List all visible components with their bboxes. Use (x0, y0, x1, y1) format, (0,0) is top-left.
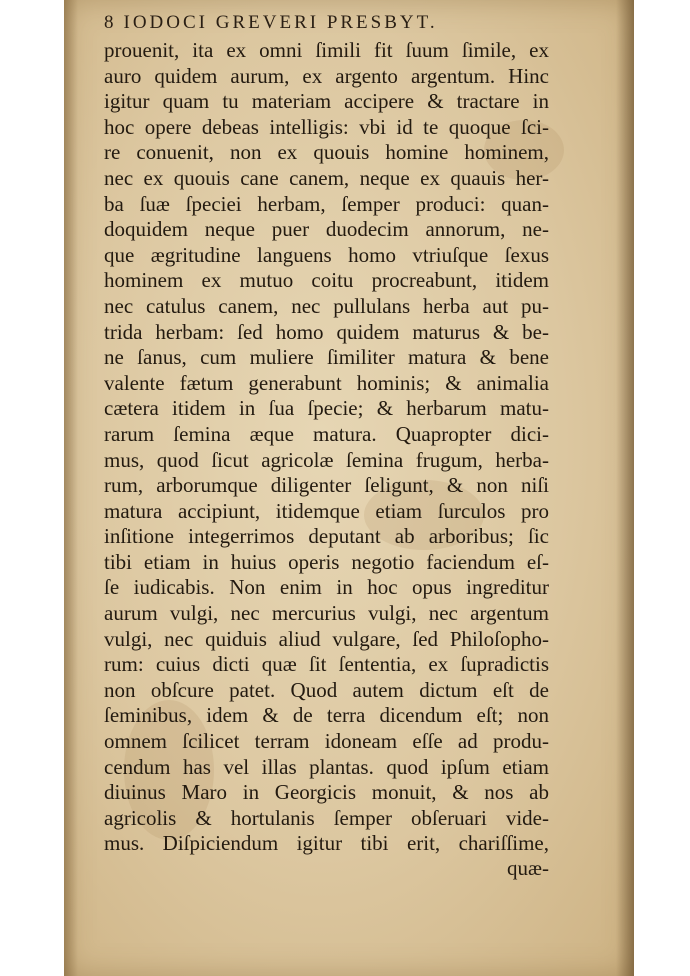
text-line: non obſcure patet. Quod autem dictum eſt de (104, 677, 549, 702)
text-line: ſeminibus, idem & de terra dicendum eſt; non (104, 703, 549, 728)
text-line: agricolis & hortulanis ſemper obſeruari vide- (104, 805, 549, 830)
text-line: re conuenit, non ex quouis homine hominem, (104, 140, 549, 165)
text-line: doquidem neque puer duodecim annorum, ne- (104, 217, 549, 242)
text-line: ſe iudicabis. Non enim in hoc opus ingreditur (104, 575, 549, 600)
text-line: mus. Diſpiciendum igitur tibi erit, chariſſime, (104, 831, 549, 856)
text-line: matura accipiunt, itidemque etiam ſurculos pro (104, 498, 549, 523)
text-line: vulgi, nec quiduis aliud vulgare, ſed Philoſopho- (104, 626, 549, 651)
running-title: IODOCI GREVERI PRESBYT. (123, 12, 438, 33)
text-line: tibi etiam in huius operis negotio faciendum eſ- (104, 549, 549, 574)
text-line: nec catulus canem, nec pullulans herba aut pu- (104, 293, 549, 318)
text-line: diuinus Maro in Georgicis monuit, & nos ab (104, 780, 549, 805)
text-line: que ægritudine languens homo vtriuſque ſexus (104, 242, 549, 267)
text-line: inſitione integerrimos deputant ab arboribus; ſic (104, 524, 549, 549)
text-line: ba ſuæ ſpeciei herbam, ſemper produci: quan- (104, 191, 549, 216)
text-line: igitur quam tu materiam accipere & tractare in (104, 89, 549, 114)
text-line: mus, quod ſicut agricolæ ſemina frugum, herba- (104, 447, 549, 472)
text-line: omnem ſcilicet terram idoneam eſſe ad produ- (104, 729, 549, 754)
text-line: ne ſanus, cum muliere ſimiliter matura & bene (104, 345, 549, 370)
text-line: cendum has vel illas plantas. quod ipſum etiam (104, 754, 549, 779)
text-line: auro quidem aurum, ex argento argentum. Hinc (104, 63, 549, 88)
text-line: prouenit, ita ex omni ſimili fit ſuum ſimile, ex (104, 38, 549, 62)
catchword: quæ- (507, 856, 549, 880)
text-line: cætera itidem in ſua ſpecie; & herbarum matu- (104, 396, 549, 421)
text-line: hominem ex mutuo coitu procreabunt, itidem (104, 268, 549, 293)
text-line: rum: cuius dicti quæ ſit ſententia, ex ſupradictis (104, 652, 549, 677)
text-line: valente fætum generabunt hominis; & animalia (104, 370, 549, 395)
running-head (104, 12, 544, 34)
text-line: trida herbam: ſed homo quidem maturus & be- (104, 319, 549, 344)
page-number: 8 (104, 12, 114, 33)
text-line: rum, arborumque diligenter ſeligunt, & non niſi (104, 473, 549, 498)
text-line: hoc opere debeas intelligis: vbi id te quoque ſci- (104, 114, 549, 139)
text-line: aurum vulgi, nec mercurius vulgi, nec argentum (104, 601, 549, 626)
text-line: rarum ſemina æque matura. Quapropter dici- (104, 421, 549, 446)
text-line: nec ex quouis cane canem, neque ex quauis her- (104, 165, 549, 190)
body-text (104, 38, 549, 857)
